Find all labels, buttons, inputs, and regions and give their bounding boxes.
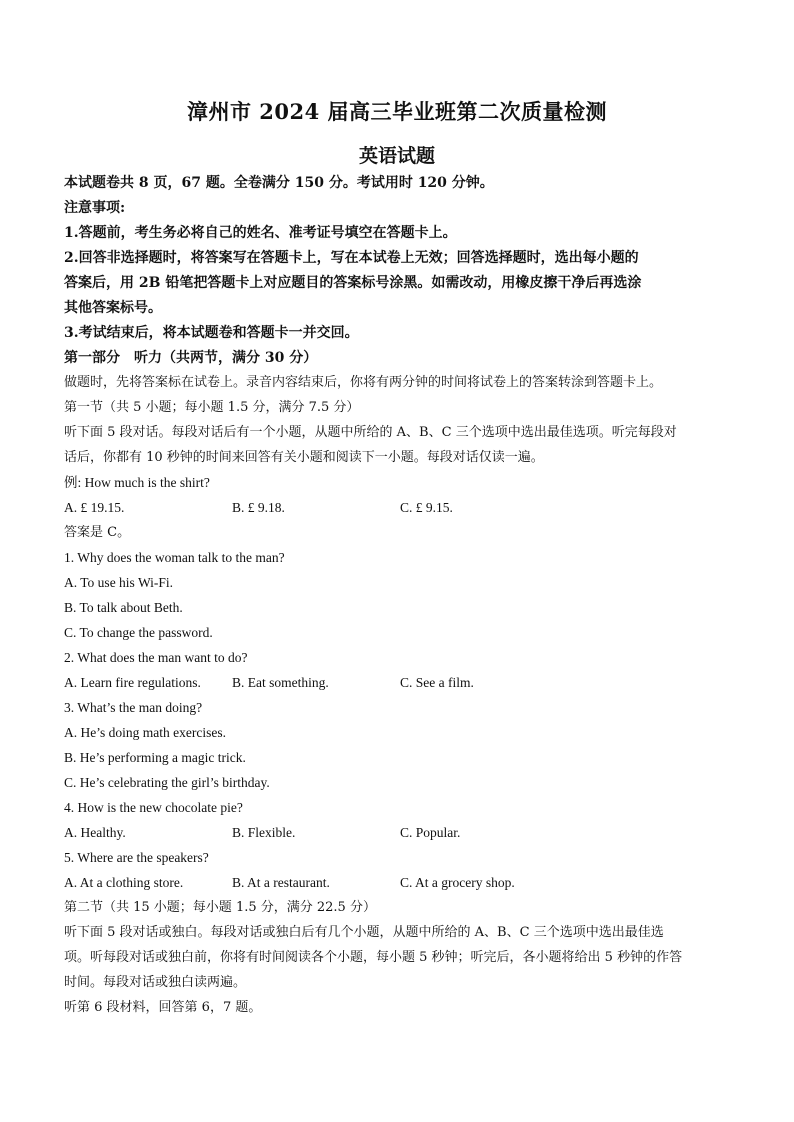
question-3: 3. What’s the man doing? <box>64 700 203 715</box>
question-4: 4. How is the new chocolate pie? <box>64 800 243 815</box>
section2-directions-line-1: 听下面 5 段对话或独白。每段对话或独白后有几个小题，从题中所给的 A、B、C 三个选项中选出最佳选 <box>64 925 664 940</box>
exam-subtitle: 英语试题 <box>358 145 435 167</box>
notice-heading: 注意事项: <box>64 200 126 216</box>
question-4-option-c: C. Popular. <box>400 825 461 840</box>
example-question: 例: How much is the shirt? <box>64 475 210 490</box>
notice-item-2-line-2: 答案后，用 2B 铅笔把答题卡上对应题目的答案标号涂黑。如需改动，用橡皮擦干净后再选涂 <box>64 275 642 291</box>
example-option-c: C. £ 9.15. <box>400 500 453 515</box>
question-1-option-c: C. To change the password. <box>64 625 213 640</box>
example-answer: 答案是 C。 <box>64 525 131 540</box>
example-option-a: A. £ 19.15. <box>64 500 125 515</box>
section2-directions-line-3: 时间。每段对话或独白读两遍。 <box>64 975 247 990</box>
question-2: 2. What does the man want to do? <box>64 650 248 665</box>
question-1-option-b: B. To talk about Beth. <box>64 600 183 615</box>
question-5: 5. Where are the speakers? <box>64 850 209 865</box>
question-2-option-b: B. Eat something. <box>232 675 329 690</box>
part1-heading: 第一部分 听力（共两节，满分 30 分） <box>64 350 318 366</box>
question-3-option-b: B. He’s performing a magic trick. <box>64 750 246 765</box>
question-5-option-b: B. At a restaurant. <box>232 875 330 890</box>
question-2-option-a: A. Learn fire regulations. <box>64 675 201 690</box>
question-2-option-c: C. See a film. <box>400 675 474 690</box>
question-1: 1. Why does the woman talk to the man? <box>64 550 285 565</box>
question-4-option-a: A. Healthy. <box>64 825 126 840</box>
part1-intro: 做题时，先将答案标在试卷上。录音内容结束后，你将有两分钟的时间将试卷上的答案转涂到答题卡上。 <box>64 375 663 390</box>
question-5-option-a: A. At a clothing store. <box>64 875 184 890</box>
material-note: 听第 6 段材料，回答第 6，7 题。 <box>64 1000 262 1015</box>
question-3-option-c: C. He’s celebrating the girl’s birthday. <box>64 775 270 790</box>
question-1-option-a: A. To use his Wi-Fi. <box>64 575 174 590</box>
section2-heading: 第二节（共 15 小题；每小题 1.5 分，满分 22.5 分） <box>64 900 376 915</box>
exam-summary: 本试题卷共 8 页，67 题。全卷满分 150 分。考试用时 120 分钟。 <box>64 175 494 191</box>
section1-directions-line-1: 听下面 5 段对话。每段对话后有一个小题，从题中所给的 A、B、C 三个选项中选出最佳选项。听完每段对 <box>64 425 677 440</box>
notice-item-3: 3.考试结束后，将本试题卷和答题卡一并交回。 <box>64 325 359 341</box>
question-4-option-b: B. Flexible. <box>232 825 296 840</box>
example-option-b: B. £ 9.18. <box>232 500 285 515</box>
exam-title: 漳州市 2024 届高三毕业班第二次质量检测 <box>186 99 608 124</box>
notice-item-2-line-3: 其他答案标号。 <box>64 300 162 316</box>
section2-directions-line-2: 项。听每段对话或独白前，你将有时间阅读各个小题，每小题 5 秒钟；听完后，各小题将给出 5 秒钟的作答 <box>64 950 683 965</box>
question-3-option-a: A. He’s doing math exercises. <box>64 725 226 740</box>
section1-heading: 第一节（共 5 小题；每小题 1.5 分，满分 7.5 分） <box>64 400 360 415</box>
section1-directions-line-2: 话后，你都有 10 秒钟的时间来回答有关小题和阅读下一小题。每段对话仅读一遍。 <box>64 450 544 465</box>
question-5-option-c: C. At a grocery shop. <box>400 875 515 890</box>
notice-item-1: 1.答题前，考生务必将自己的姓名、准考证号填空在答题卡上。 <box>64 225 457 241</box>
notice-item-2-line-1: 2.回答非选择题时，将答案写在答题卡上，写在本试卷上无效；回答选择题时，选出每小题的 <box>64 250 639 266</box>
